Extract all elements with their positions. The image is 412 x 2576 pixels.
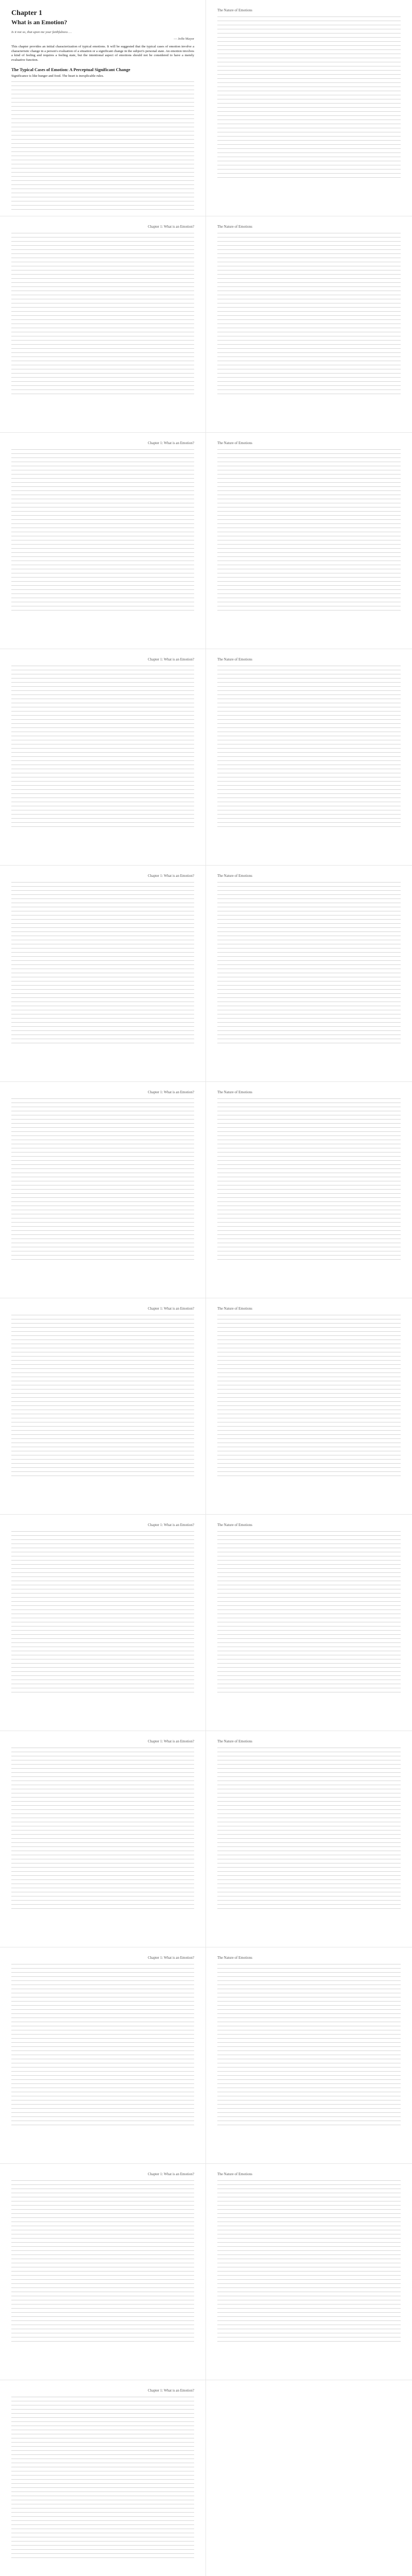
page — [0, 649, 206, 866]
running-chapter: Chapter 1: What is an Emotion? — [148, 874, 194, 878]
text-lines-placeholder — [11, 1315, 194, 1479]
text-lines-placeholder — [11, 2397, 194, 2561]
running-header — [217, 8, 401, 12]
text-lines-placeholder — [217, 1531, 401, 1695]
page — [0, 1947, 206, 2164]
text-lines-placeholder — [11, 1531, 194, 1695]
running-header — [11, 1090, 194, 1094]
page — [206, 1731, 412, 1947]
running-header — [11, 1523, 194, 1527]
page — [206, 216, 412, 433]
page — [206, 649, 412, 866]
text-lines-placeholder — [217, 449, 401, 613]
running-header — [217, 441, 401, 445]
running-chapter: Chapter 1: What is an Emotion? — [148, 2172, 194, 2176]
text-lines-placeholder — [11, 882, 194, 1046]
running-header — [217, 874, 401, 878]
running-title: The Nature of Emotions — [217, 225, 252, 229]
page — [206, 1515, 412, 1731]
running-header — [217, 657, 401, 662]
running-title: The Nature of Emotions — [217, 8, 252, 12]
page — [0, 2380, 206, 2576]
running-header — [11, 441, 194, 445]
page — [206, 0, 412, 216]
page — [206, 433, 412, 649]
epigraph: Is it not so, that upon me your faithfulness … — [11, 30, 72, 34]
running-header — [11, 225, 194, 229]
text-lines-placeholder — [217, 666, 401, 829]
running-header — [217, 2172, 401, 2176]
page — [0, 2164, 206, 2380]
epigraph-attribution: — Joffe Mayer — [174, 37, 194, 41]
section-heading: The Typical Cases of Emotion: A Perceptual Significant Change — [11, 66, 130, 72]
page — [206, 1298, 412, 1515]
page — [206, 866, 412, 1082]
running-chapter: Chapter 1: What is an Emotion? — [148, 2388, 194, 2393]
page — [0, 216, 206, 433]
running-title: The Nature of Emotions — [217, 441, 252, 445]
running-header — [11, 1956, 194, 1960]
running-header — [11, 2388, 194, 2393]
running-header — [11, 1307, 194, 1311]
running-title: The Nature of Emotions — [217, 874, 252, 878]
running-title: The Nature of Emotions — [217, 1307, 252, 1311]
text-lines-placeholder — [217, 16, 401, 180]
text-lines-placeholder — [217, 1315, 401, 1479]
running-chapter: Chapter 1: What is an Emotion? — [148, 1090, 194, 1094]
running-chapter: Chapter 1: What is an Emotion? — [148, 1956, 194, 1960]
running-header — [217, 1307, 401, 1311]
text-lines-placeholder — [11, 1964, 194, 2128]
running-header — [217, 1739, 401, 1743]
text-lines-placeholder — [11, 233, 194, 397]
page — [0, 0, 206, 216]
page — [0, 1515, 206, 1731]
page — [0, 1298, 206, 1515]
running-header — [217, 1090, 401, 1094]
running-chapter: Chapter 1: What is an Emotion? — [148, 441, 194, 445]
page — [206, 2164, 412, 2380]
chapter-title: What is an Emotion? — [11, 19, 67, 26]
running-chapter: Chapter 1: What is an Emotion? — [148, 1523, 194, 1527]
running-title: The Nature of Emotions — [217, 1523, 252, 1527]
running-title: The Nature of Emotions — [217, 1956, 252, 1960]
text-lines-placeholder — [11, 1098, 194, 1262]
running-header — [217, 225, 401, 229]
text-lines-placeholder — [217, 1964, 401, 2128]
paragraph: Significance is like hunger and food. The heart is inexplicable rules. — [11, 74, 104, 78]
chapter-label: Chapter 1 — [11, 9, 43, 17]
page — [206, 1947, 412, 2164]
page — [206, 1082, 412, 1298]
text-lines-placeholder — [217, 1098, 401, 1262]
page — [0, 433, 206, 649]
running-header — [11, 1739, 194, 1743]
running-chapter: Chapter 1: What is an Emotion? — [148, 1739, 194, 1743]
running-header — [11, 874, 194, 878]
text-lines-placeholder — [11, 1748, 194, 1911]
text-lines-placeholder — [217, 1748, 401, 1911]
running-title: The Nature of Emotions — [217, 2172, 252, 2176]
text-lines-placeholder — [11, 2180, 194, 2344]
running-header — [217, 1523, 401, 1527]
running-header — [11, 657, 194, 662]
text-lines-placeholder — [217, 2180, 401, 2344]
running-header — [11, 2172, 194, 2176]
text-lines-placeholder — [217, 233, 401, 397]
running-header — [217, 1956, 401, 1960]
running-title: The Nature of Emotions — [217, 1739, 252, 1743]
paragraph: This chapter provides an initial characterization of typical emotions. It will be suggested that the typical cases of emotion involve a characteristic change in a person's evaluation of a situation or a significant change in the subject's personal state. An emotion involves a kind of feeling and requires a feeling state, but the intentional aspect of emotions should not be considered to have a merely evaluative function. — [11, 45, 194, 62]
running-title: The Nature of Emotions — [217, 657, 252, 662]
page — [0, 866, 206, 1082]
page — [0, 1731, 206, 1947]
text-lines-placeholder — [11, 81, 194, 212]
running-chapter: Chapter 1: What is an Emotion? — [148, 225, 194, 229]
running-title: The Nature of Emotions — [217, 1090, 252, 1094]
text-lines-placeholder — [217, 882, 401, 1046]
text-lines-placeholder — [11, 666, 194, 829]
running-chapter: Chapter 1: What is an Emotion? — [148, 657, 194, 662]
page — [0, 1082, 206, 1298]
running-chapter: Chapter 1: What is an Emotion? — [148, 1307, 194, 1311]
text-lines-placeholder — [11, 449, 194, 613]
